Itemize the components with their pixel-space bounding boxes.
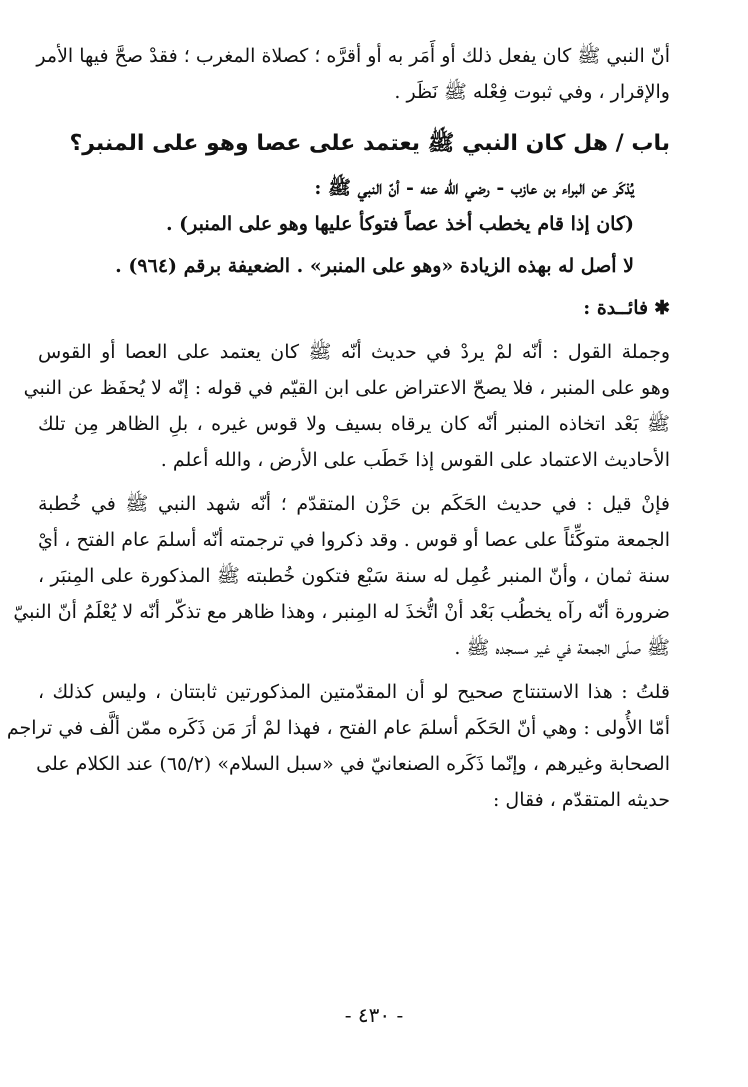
text-line: أمّا الأُولى : وهي أنّ الحَكَم أسلمَ عام الفتح ، فهذا لمْ أرَ مَن ذَكَره ممّن ألَّف في تراجم [6,717,670,739]
text-line: الصحابة وغيرهم ، وإنّما ذَكَره الصنعانيّ في «سبل السلام» (٦٥/٢) عند الكلام على [36,753,670,775]
paragraph-objection [13,486,670,666]
text-line: ﷺ صلّى الجمعة في غير مسجده ﷺ . [454,637,670,659]
hadith-ruling: لا أصل له بهذه الزيادة «وهو على المنبر» . الضعيفة برقم (٩٦٤) . [115,255,634,277]
text-line: حديثه المتقدّم ، فقال : [492,789,670,811]
text-line: وهو على المنبر ، فلا يصحّ الاعتراض على ابن القيّم في قوله : إنّه لا يُحفَظ عن النبي [23,377,670,399]
text-line: قلتُ : هذا الاستنتاج صحيح لو أن المقدّمتين المذكورتين ثابتتان ، وليس كذلك ، [38,681,670,703]
text-line: الأحاديث الاعتماد على القوس إذا خَطَب على الأرض ، والله أعلم . [160,449,670,471]
narration-intro: يُذكَر عن البراء بن عازب - رضي الله عنه - أنّ النبي ﷺ : [314,177,634,199]
text-line: والإقرار ، وفي ثبوت فِعْله ﷺ نَظَر . [394,81,670,103]
benefit-heading-row [38,290,670,326]
text-line: أنّ النبي ﷺ كان يفعل ذلك أو أَمَر به أو أقرَّه ؛ كصلاة المغرب ؛ فقدْ صحَّ فيها الأمر [36,45,670,67]
text-line: ضرورة أنّه رآه يخطُب بَعْد أنْ اتُّخذَ له المِنبر ، وهذا ظاهر مع تذكّر أنّه لا يُعْلَمُ أنّ النبيّ [13,601,670,623]
text-line: وجملة القول : أنّه لمْ يردْ في حديث أنّه ﷺ كان يعتمد على العصا أو القوس [38,341,670,363]
paragraph-summary [23,334,670,478]
paragraph-opening [38,38,670,110]
chapter-title: باب / هل كان النبي ﷺ يعتمد على عصا وهو على المنبر؟ [69,131,670,156]
paragraph-response [6,674,670,818]
star-icon: ✱ [654,297,670,319]
hadith-text: (كان إذا قام يخطب أخذ عصاً فتوكأ عليها وهو على المنبر) . [165,213,634,235]
text-line: سنة ثمان ، وأنّ المنبر عُمِل له سنة سَبْع فتكون خُطبته ﷺ المذكورة على المِنبَر ، [38,565,670,587]
benefit-heading: فائــدة : [583,297,649,319]
text-line: الجمعة متوكِّئاً على عصا أو قوس . وقد ذكروا في ترجمته أنّه أسلمَ عام الفتح ، أيْ [38,529,670,551]
text-line: ﷺ بَعْد اتخاذه المنبر أنّه كان يرقاه بسيف ولا قوس غيره ، بلِ الظاهر مِن تلك [38,413,670,435]
page-number: - ٤٣٠ - [344,1003,404,1027]
text-line: فإنْ قيل : في حديث الحَكَم بن حَزْن المتقدّم ؛ أنّه شهد النبي ﷺ في خُطبة [38,493,670,515]
